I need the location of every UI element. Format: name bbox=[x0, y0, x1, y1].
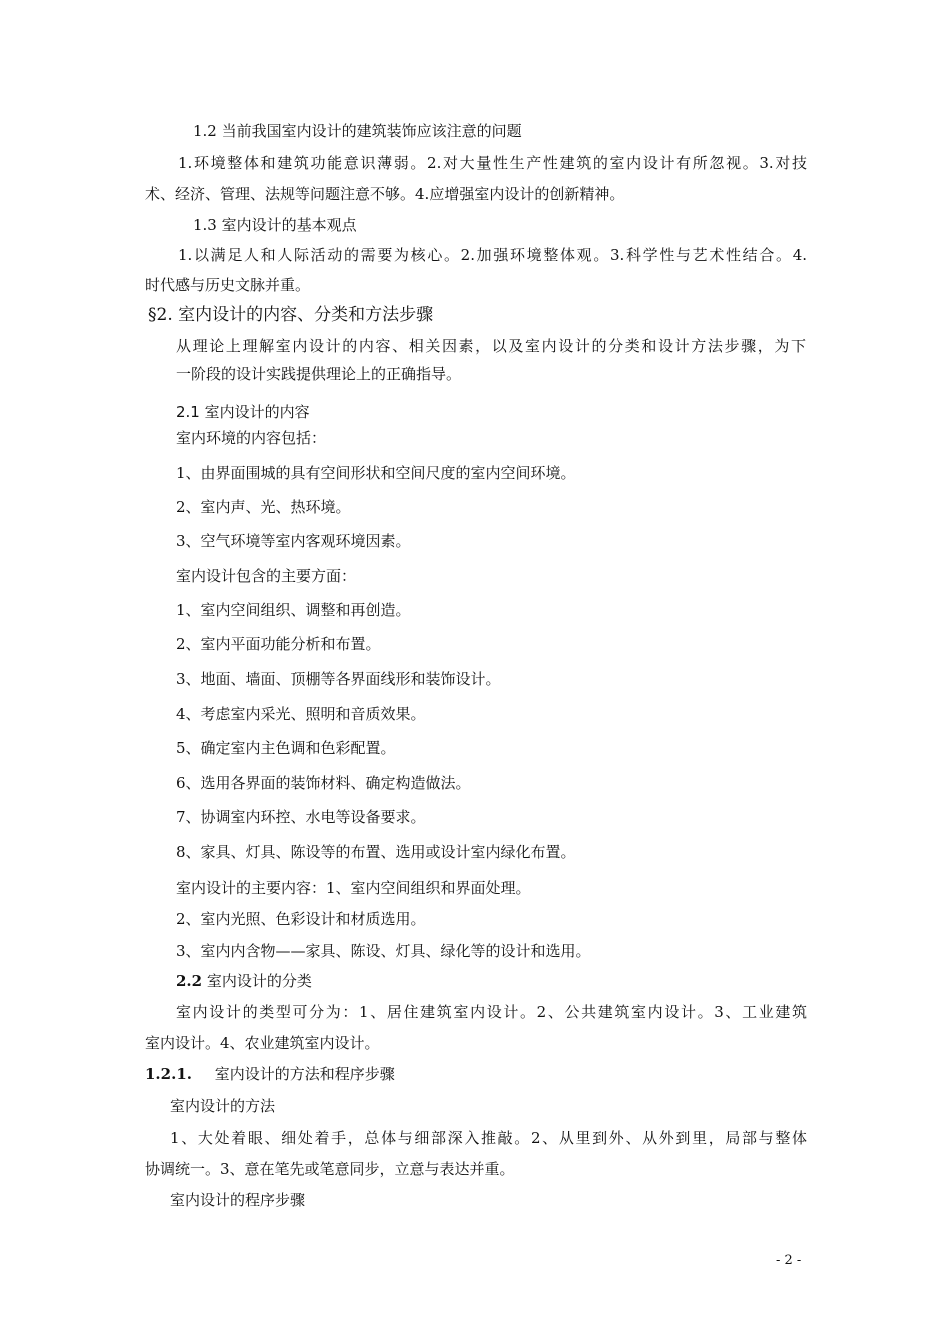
main-aspect-item: 3、地面、墙面、顶棚等各界面线形和装饰设计。 bbox=[176, 670, 501, 688]
main-aspect-item: 8、家具、灯具、陈设等的布置、选用或设计室内绿化布置。 bbox=[176, 843, 576, 861]
main-aspects-heading: 室内设计包含的主要方面： bbox=[176, 567, 357, 585]
section-1-2-title: 1.2 当前我国室内设计的建筑装饰应该注意的问题 bbox=[193, 122, 522, 140]
main-aspect-item: 7、协调室内环控、水电等设备要求。 bbox=[176, 808, 426, 826]
method-line-1: 1、大处着眼、细处着手，总体与细部深入推敲。2、从里到外、从外到里，局部与整体 bbox=[170, 1129, 807, 1147]
main-content-line-1: 室内设计的主要内容：1、室内空间组织和界面处理。 bbox=[176, 879, 531, 897]
section-2-2-title: 室内设计的分类 bbox=[206, 972, 312, 990]
section-2-1-title: 室内设计的内容 bbox=[204, 403, 310, 421]
main-aspect-item: 5、确定室内主色调和色彩配置。 bbox=[176, 739, 396, 757]
main-aspect-item: 2、室内平面功能分析和布置。 bbox=[176, 635, 381, 653]
section-2-2-line-2: 室内设计。4、农业建筑室内设计。 bbox=[145, 1034, 380, 1052]
method-heading: 室内设计的方法 bbox=[170, 1097, 276, 1115]
env-heading: 室内环境的内容包括： bbox=[176, 429, 327, 447]
section-2-title: §2. 室内设计的内容、分类和方法步骤 bbox=[148, 305, 434, 325]
section-1-2-1-heading bbox=[145, 1064, 395, 1084]
main-aspect-item: 4、考虑室内采光、照明和音质效果。 bbox=[176, 705, 426, 723]
main-content-line-3: 3、室内内含物——家具、陈设、灯具、绿化等的设计和选用。 bbox=[176, 942, 591, 960]
method-line-2: 协调统一。3、意在笔先或笔意同步，立意与表达并重。 bbox=[145, 1160, 515, 1178]
section-2-2-heading bbox=[176, 971, 312, 991]
section-1-2-line-2: 术、经济、管理、法规等问题注意不够。4.应增强室内设计的创新精神。 bbox=[145, 185, 625, 203]
section-1-2-1-title: 室内设计的方法和程序步骤 bbox=[214, 1065, 395, 1083]
env-item: 1、由界面围城的具有空间形状和空间尺度的室内空间环境。 bbox=[176, 464, 576, 482]
section-1-3-line-1: 1.以满足人和人际活动的需要为核心。2.加强环境整体观。3.科学性与艺术性结合。4. bbox=[178, 246, 807, 264]
section-1-2-1-number: 1.2.1. bbox=[145, 1065, 192, 1083]
page-number: - 2 - bbox=[776, 1253, 802, 1268]
section-2-intro-line-2: 一阶段的设计实践提供理论上的正确指导。 bbox=[176, 365, 462, 383]
steps-heading: 室内设计的程序步骤 bbox=[170, 1191, 306, 1209]
section-2-intro-line-1: 从理论上理解室内设计的内容、相关因素，以及室内设计的分类和设计方法步骤，为下 bbox=[176, 337, 806, 355]
section-2-1-heading bbox=[176, 402, 310, 422]
section-2-1-number: 2.1 bbox=[176, 403, 200, 421]
section-1-3-title: 1.3 室内设计的基本观点 bbox=[193, 216, 357, 234]
section-1-3-line-2: 时代感与历史文脉并重。 bbox=[145, 276, 311, 294]
main-aspect-item: 1、室内空间组织、调整和再创造。 bbox=[176, 601, 411, 619]
section-1-2-line-1: 1.环境整体和建筑功能意识薄弱。2.对大量性生产性建筑的室内设计有所忽视。3.对技 bbox=[178, 154, 807, 172]
section-2-2-number: 2.2 bbox=[176, 972, 203, 990]
env-item: 3、空气环境等室内客观环境因素。 bbox=[176, 532, 411, 550]
section-2-2-line-1: 室内设计的类型可分为：1、居住建筑室内设计。2、公共建筑室内设计。3、工业建筑 bbox=[176, 1003, 807, 1021]
env-item: 2、室内声、光、热环境。 bbox=[176, 498, 351, 516]
main-content-line-2: 2、室内光照、色彩设计和材质选用。 bbox=[176, 910, 426, 928]
main-aspect-item: 6、选用各界面的装饰材料、确定构造做法。 bbox=[176, 774, 471, 792]
